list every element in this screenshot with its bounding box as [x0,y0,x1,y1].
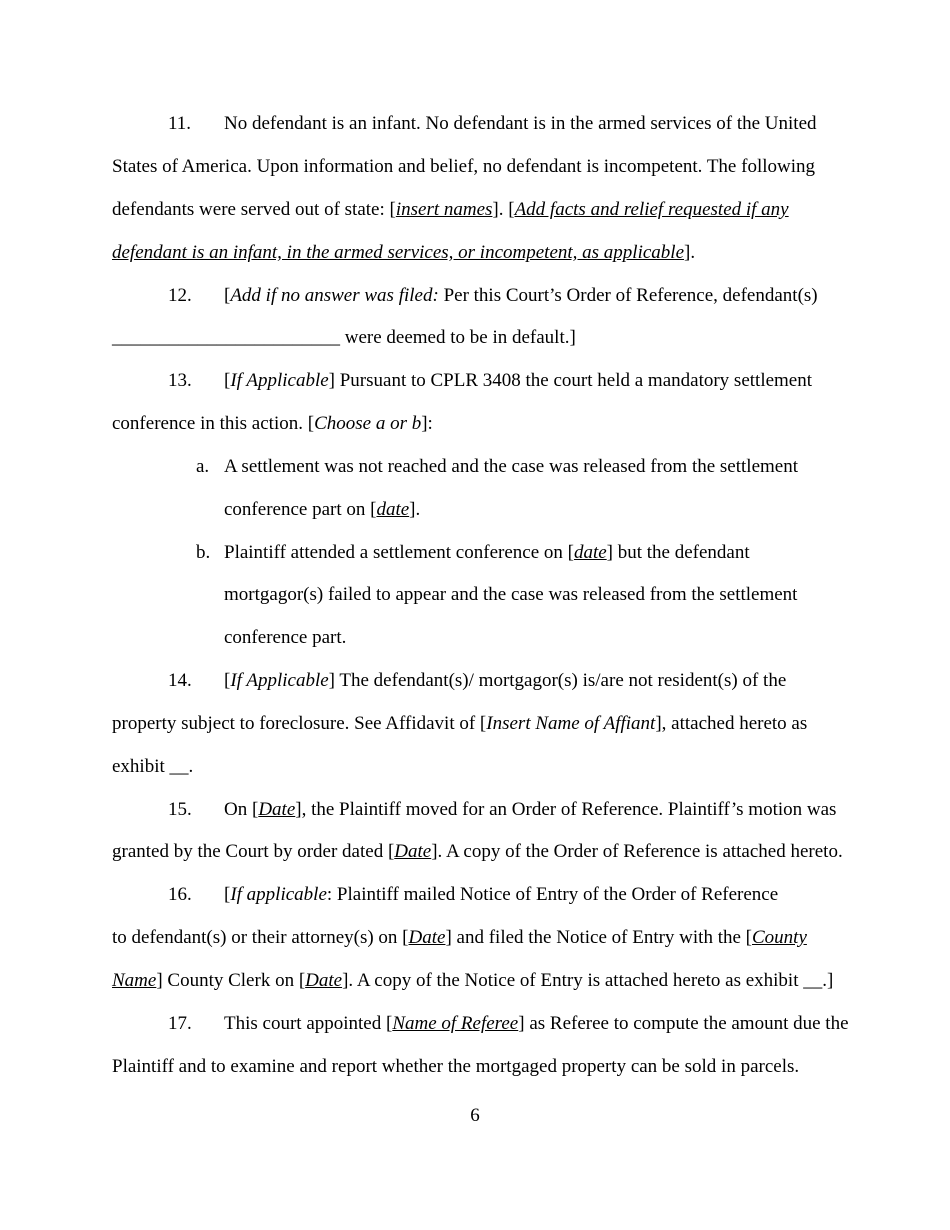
para-15-text: ], the Plaintiff moved for an Order of Reference. Plaintiff’s motion was [295,799,837,820]
para-13-text: conference in this action. [ [112,413,315,434]
para-12-number: 12. [168,285,192,306]
item-a-line-2 [224,500,420,519]
para-14-text: [ [224,670,231,691]
item-a-text: conference part on [ [224,499,377,520]
item-b-letter: b. [196,542,211,563]
para-15-text: On [ [224,799,259,820]
para-14-line-2 [112,714,807,733]
para-12-line-2 [112,328,576,347]
para-12-text: Per this Court’s Order of Reference, defendant(s) [438,285,818,306]
para-16-line-3 [112,971,833,990]
placeholder-referee-name: Name of Referee [392,1013,519,1034]
para-17-text: This court appointed [ [224,1013,393,1034]
placeholder-date: Date [305,970,343,991]
para-16-text: [ [224,884,231,905]
para-15-line-1 [168,800,836,819]
para-15-number: 15. [168,799,192,820]
item-b-line-1 [196,543,750,562]
para-16-number: 16. [168,884,192,905]
placeholder-county-name: County [752,927,807,948]
para-17-line-1 [168,1014,849,1033]
para-17-text: ] as Referee to compute the amount due the [518,1013,849,1034]
placeholder-date: Date [408,927,446,948]
para-14-number: 14. [168,670,192,691]
item-a-line-1 [196,457,798,476]
para-16-text: ] and filed the Notice of Entry with the [ [445,927,752,948]
para-11-text: ]. [ [492,199,515,220]
para-17-text: Plaintiff and to examine and report whether the mortgaged property can be sold in parcels. [112,1056,800,1077]
para-16-text: to defendant(s) or their attorney(s) on [ [112,927,409,948]
para-13-text: ] Pursuant to CPLR 3408 the court held a mandatory settlement [328,370,813,391]
para-14-text: exhibit __. [112,756,194,777]
item-b-text: mortgagor(s) failed to appear and the case was released from the settlement [224,584,798,605]
item-b-line-3 [224,628,346,647]
placeholder-date: Date [394,841,432,862]
instruction-choose: Choose a or b [314,413,422,434]
item-b-line-2 [224,585,797,604]
para-17-line-2 [112,1057,799,1076]
item-b-text: ] but the defendant [606,542,750,563]
para-11-text: States of America. Upon information and belief, no defendant is incompetent. The following [112,156,815,177]
placeholder-affiant-name: Insert Name of Affiant [486,713,656,734]
para-11-line-2 [112,157,815,176]
para-13-line-1 [168,371,812,390]
item-a-text: ]. [409,499,421,520]
para-13-line-2 [112,414,433,433]
placeholder-insert-names: insert names [395,199,493,220]
placeholder-date: date [376,499,410,520]
para-17-number: 17. [168,1013,192,1034]
para-11-line-3 [112,200,789,219]
page-number: 6 [470,1105,480,1126]
para-11-number: 11. [168,113,192,134]
para-11-line-1 [168,114,817,133]
placeholder-add-facts-cont: defendant is an infant, in the armed services, or incompetent, as applicable [112,242,685,263]
para-12-line-1 [168,286,818,305]
item-b-text: Plaintiff attended a settlement conference on [ [224,542,574,563]
para-11-text: defendants were served out of state: [ [112,199,396,220]
para-13-text: [ [224,370,231,391]
item-b-text: conference part. [224,627,347,648]
para-14-text: ], attached hereto as [655,713,808,734]
placeholder-county-name-cont: Name [112,970,157,991]
para-14-text: property subject to foreclosure. See Affidavit of [ [112,713,487,734]
para-16-text: ] County Clerk on [ [156,970,306,991]
para-15-line-2 [112,842,843,861]
para-11-text: ]. [684,242,696,263]
placeholder-add-facts: Add facts and relief requested if any [514,199,789,220]
item-a-text: A settlement was not reached and the case was released from the settlement [224,456,798,477]
para-11-line-4 [112,243,695,262]
placeholder-date: Date [258,799,296,820]
para-14-line-1 [168,671,786,690]
item-a-letter: a. [196,456,210,477]
instruction-no-answer: Add if no answer was filed: [230,285,439,306]
para-16-text: : Plaintiff mailed Notice of Entry of the Order of Reference [326,884,779,905]
para-12-text: ________________________ were deemed to be in default.] [112,327,576,348]
para-16-text: ]. A copy of the Notice of Entry is attached hereto as exhibit __.] [342,970,834,991]
para-15-text: ]. A copy of the Order of Reference is attached hereto. [431,841,843,862]
para-16-line-2 [112,928,807,947]
placeholder-date: date [573,542,607,563]
instruction-if-applicable: If applicable [230,884,327,905]
para-15-text: granted by the Court by order dated [ [112,841,395,862]
instruction-if-applicable: If Applicable [230,370,329,391]
para-11-text: No defendant is an infant. No defendant is in the armed services of the United [224,113,817,134]
para-14-text: ] The defendant(s)/ mortgagor(s) is/are not resident(s) of the [328,670,787,691]
para-14-line-3 [112,757,193,776]
para-13-text: ]: [421,413,433,434]
para-12-text: [ [224,285,231,306]
instruction-if-applicable: If Applicable [230,670,329,691]
para-16-line-1 [168,885,778,904]
para-13-number: 13. [168,370,192,391]
